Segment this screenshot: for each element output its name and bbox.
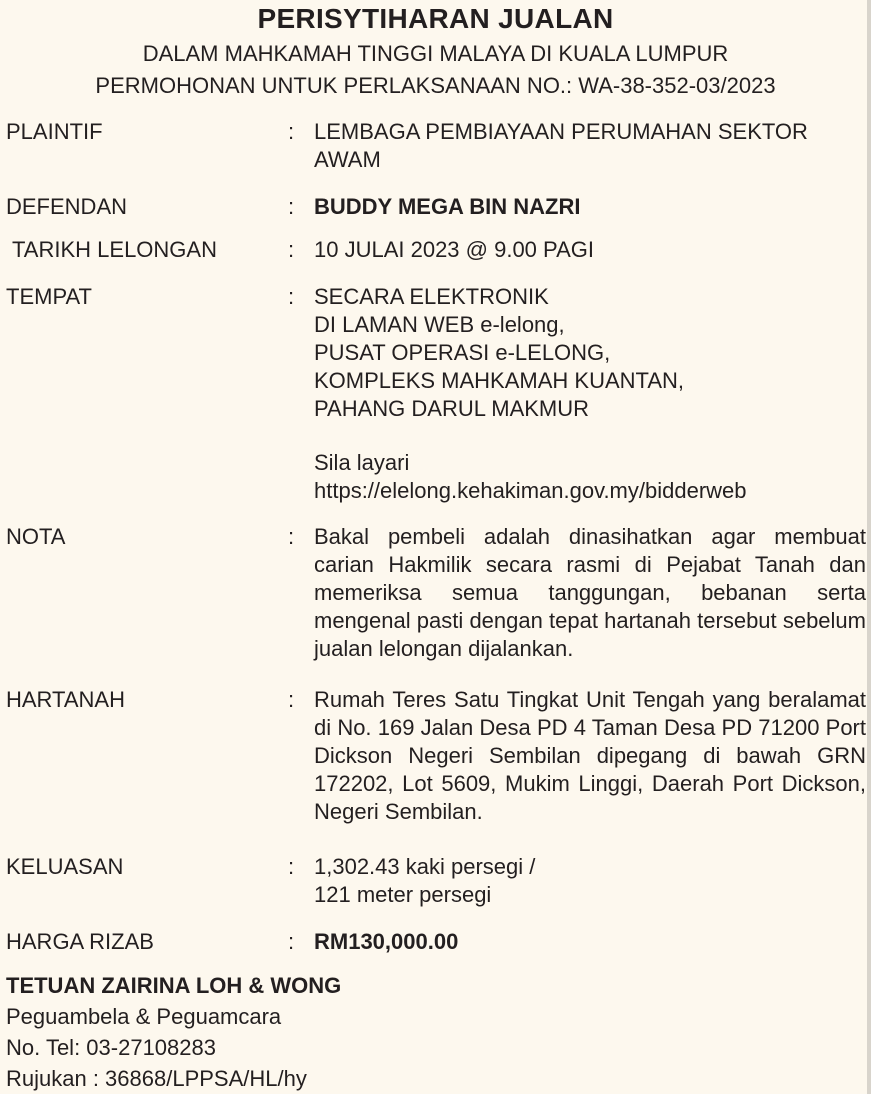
plaintiff-label: PLAINTIF [6, 119, 103, 144]
plaintiff-line: AWAM [314, 147, 381, 172]
area-label: KELUASAN [6, 854, 124, 879]
plaintiff-colon: : [288, 119, 295, 144]
defendant-colon: : [288, 194, 295, 219]
page-title: PERISYTIHARAN JUALAN [257, 3, 614, 34]
venue-value [314, 283, 866, 423]
venue-label: TEMPAT [6, 284, 92, 309]
reference-number: Rujukan : 36868/LPPSA/HL/hy [6, 1066, 307, 1091]
venue-line: PUSAT OPERASI e-LELONG, [314, 340, 611, 365]
reserve-price-colon: : [288, 929, 295, 954]
website-link[interactable]: https://elelong.kehakiman.gov.my/bidderweb [314, 478, 747, 503]
reserve-price-value: RM130,000.00 [314, 929, 459, 954]
property-text: Rumah Teres Satu Tingkat Unit Tengah yang beralamat di No. 169 Jalan Desa PD 4 Taman Desa PD 71200 Port Dickson Negeri Sembilan dipegang di bawah GRN 172202, Lot 5609, Mukim Linggi, Daerah Port Dickson, Negeri Sembilan. [314, 687, 866, 824]
law-firm-role: Peguambela & Peguamcara [6, 1004, 282, 1029]
area-line: 121 meter persegi [314, 882, 492, 907]
venue-colon: : [288, 284, 295, 309]
property-label: HARTANAH [6, 687, 125, 712]
venue-line: DI LAMAN WEB e-lelong, [314, 312, 565, 337]
plaintiff-value [314, 118, 866, 174]
visit-text: Sila layari [314, 450, 410, 475]
property-colon: : [288, 687, 295, 712]
reserve-price-label: HARGA RIZAB [6, 929, 154, 954]
law-firm-phone: No. Tel: 03-27108283 [6, 1035, 216, 1060]
application-number: PERMOHONAN UNTUK PERLAKSANAAN NO.: WA-38-352-03/2023 [95, 73, 776, 98]
page-edge [867, 0, 871, 1094]
auction-date-value: 10 JULAI 2023 @ 9.00 PAGI [314, 237, 594, 262]
auction-date-label: TARIKH LELONGAN [12, 237, 217, 262]
defendant-value: BUDDY MEGA BIN NAZRI [314, 194, 581, 219]
court-name: DALAM MAHKAMAH TINGGI MALAYA DI KUALA LUMPUR [142, 41, 729, 66]
area-value [314, 853, 866, 909]
plaintiff-line: LEMBAGA PEMBIAYAAN PERUMAHAN SEKTOR [314, 119, 808, 144]
venue-website [314, 449, 866, 505]
area-colon: : [288, 854, 295, 879]
note-text: Bakal pembeli adalah dinasihatkan agar membuat carian Hakmilik secara rasmi di Pejabat Tanah dan memeriksa semua tanggungan, bebanan serta mengenal pasti dengan tepat hartanah tersebut sebelum jualan lelongan dijalankan. [314, 524, 866, 661]
venue-line: SECARA ELEKTRONIK [314, 284, 549, 309]
venue-line: KOMPLEKS MAHKAMAH KUANTAN, [314, 368, 684, 393]
auction-date-colon: : [288, 237, 295, 262]
defendant-label: DEFENDAN [6, 194, 128, 219]
area-line: 1,302.43 kaki persegi / [314, 854, 536, 879]
note-colon: : [288, 524, 295, 549]
law-firm-name: TETUAN ZAIRINA LOH & WONG [6, 973, 342, 998]
note-label: NOTA [6, 524, 66, 549]
venue-line: PAHANG DARUL MAKMUR [314, 396, 590, 421]
